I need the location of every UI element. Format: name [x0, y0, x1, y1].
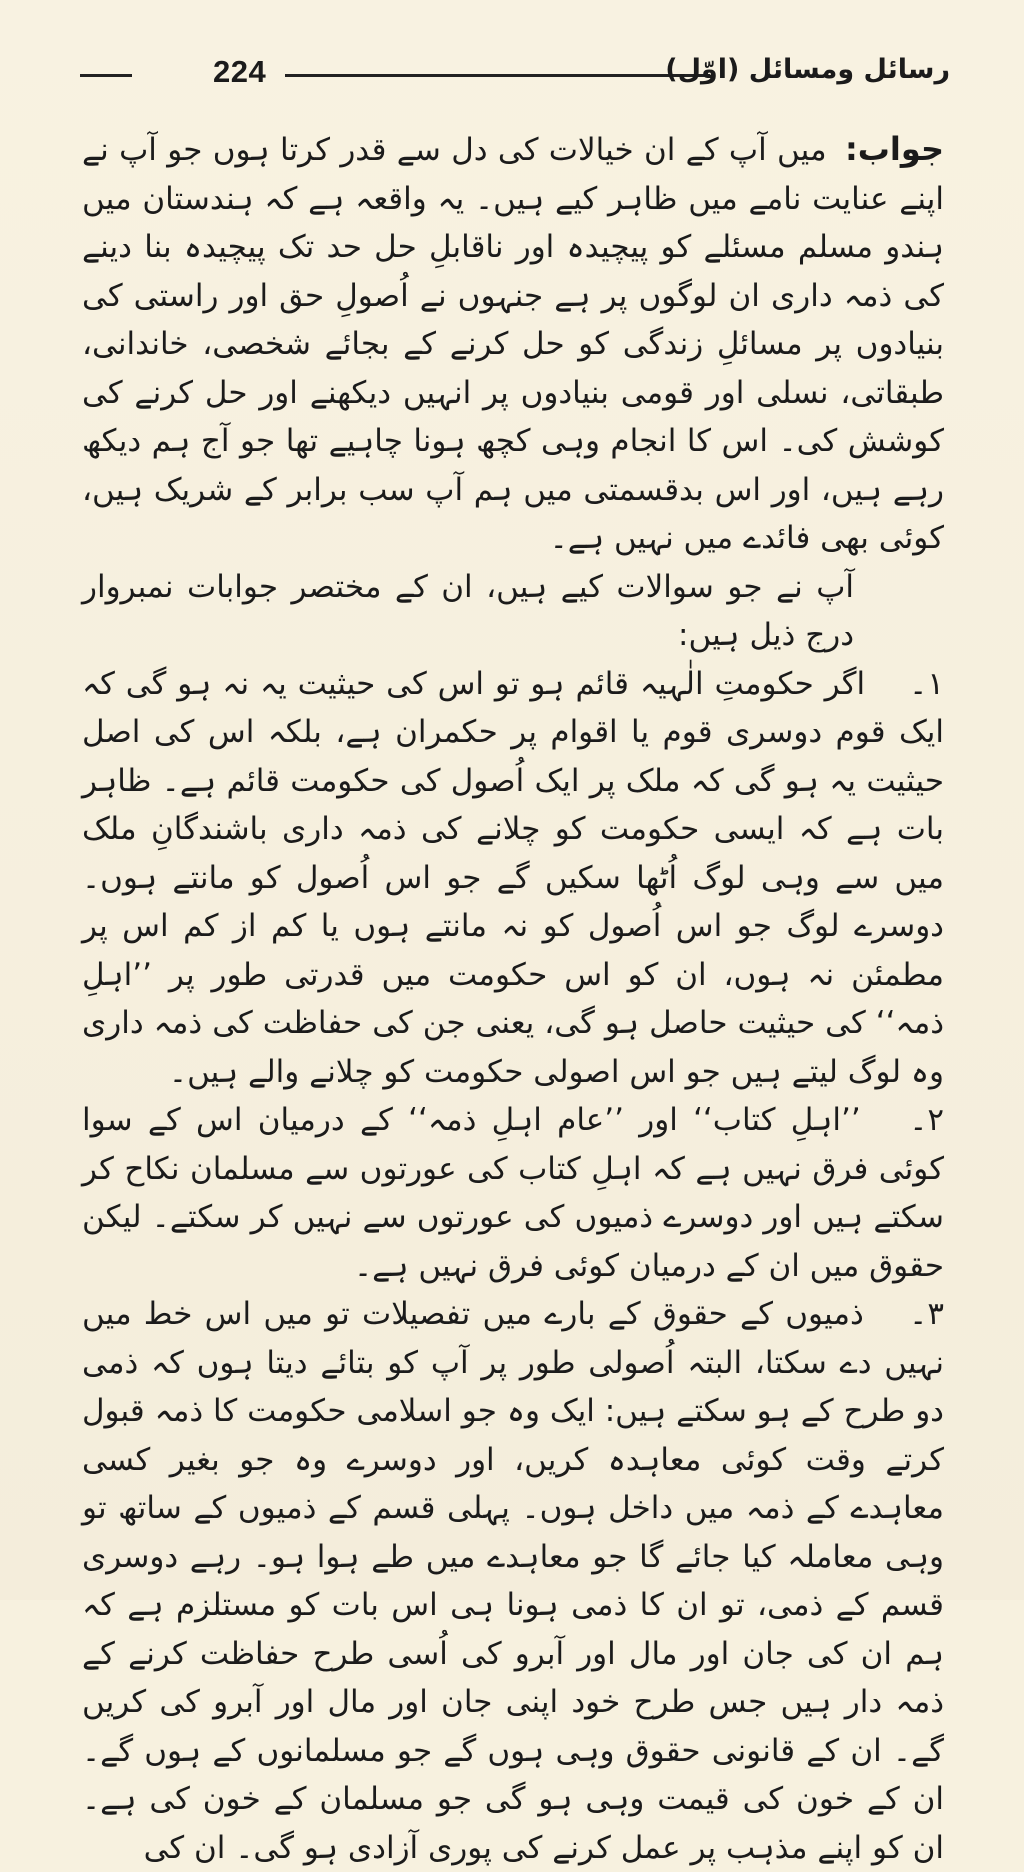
- page-number: 224: [213, 54, 267, 89]
- header-rule-middle: [285, 74, 710, 77]
- list-item-text: ذمیوں کے حقوق کے بارے میں تفصیلات تو میں اس خط میں نہیں دے سکتا، البتہ اُصولی طور پر آپ کو بتائے دیتا ہوں کہ ذمی دو طرح کے ہو سکتے ہیں: ایک وہ جو اسلامی حکومت کا ذمہ قبول کرتے وقت کوئی معاہدہ کریں، اور دوسرے وہ جو بغیر کسی معاہدے کے ذمہ میں داخل ہوں۔ پہلی قسم کے ذمیوں کے ساتھ تو وہی معاملہ کیا جائے گا جو معاہدے میں طے ہوا ہو۔ رہے دوسری قسم کے ذمی، تو ان کا ذمی ہونا ہی اس بات کو مستلزم ہے کہ ہم ان کی جان اور مال اور آبرو کی اُسی طرح حفاظت کرنے کے ذمہ دار ہیں جس طرح خود اپنی جان اور مال اور آبرو کی کریں گے۔ ان کے قانونی حقوق وہی ہوں گے جو مسلمانوں کے ہوں گے۔ ان کے خون کی قیمت وہی ہو گی جو مسلمان کے خون کی ہے۔ ان کو اپنے مذہب پر عمل کرنے کی پوری آزادی ہو گی۔ ان کی: [82, 1296, 944, 1866]
- answer-text: میں آپ کے ان خیالات کی دل سے قدر کرتا ہوں جو آپ نے اپنے عنایت نامے میں ظاہر کیے ہیں۔ یہ واقعہ ہے کہ ہندستان میں ہندو مسلم مسئلے کو پیچیدہ اور ناقابلِ حل حد تک پیچیدہ بنا دینے کی ذمہ داری ان لوگوں پر ہے جنہوں نے اُصولِ حق اور راستی کی بنیادوں پر مسائلِ زندگی کو حل کرنے کے بجائے شخصی، خاندانی، طبقاتی، نسلی اور قومی بنیادوں پر انہیں دیکھنے اور حل کرنے کی کوشش کی۔ اس کا انجام وہی کچھ ہونا چاہیے تھا جو آج ہم دیکھ رہے ہیں، اور اس بدقسمتی میں ہم آپ سب برابر کے شریک ہیں، کوئی بھی فائدے میں نہیں ہے۔: [82, 132, 944, 556]
- page-header: [80, 54, 950, 90]
- list-item-3: [82, 1290, 944, 1872]
- page-body: [82, 125, 944, 1872]
- list-item-number: ۳۔: [909, 1296, 944, 1332]
- list-item-text: ’’اہلِ کتاب‘‘ اور ’’عام اہلِ ذمہ‘‘ کے درمیان اس کے سوا کوئی فرق نہیں ہے کہ اہلِ کتاب کی عورتوں سے مسلمان نکاح کر سکتے ہیں اور دوسرے ذمیوں کی عورتوں سے نہیں کر سکتے۔ لیکن حقوق میں ان کے درمیان کوئی فرق نہیں ہے۔: [82, 1102, 944, 1284]
- answer-label: جواب:: [844, 130, 944, 168]
- list-item-number: ۱۔: [909, 665, 944, 702]
- list-item-number: ۲۔: [909, 1102, 945, 1138]
- header-rule-left: [80, 74, 132, 77]
- list-item-1: [82, 660, 944, 1097]
- answer-paragraph: [82, 125, 944, 563]
- list-item-2: [82, 1096, 944, 1290]
- running-title: رسائل ومسائل (اوّل): [665, 54, 950, 85]
- list-item-text: اگر حکومتِ الٰہیہ قائم ہو تو اس کی حیثیت یہ نہ ہو گی کہ ایک قوم دوسری قوم یا اقوام پر حکمران ہے، بلکہ اس کی اصل حیثیت یہ ہو گی کہ ملک پر ایک اُصول کی حکومت قائم ہے۔ ظاہر بات ہے کہ ایسی حکومت کو چلانے کی ذمہ داری باشندگانِ ملک میں سے وہی لوگ اُٹھا سکیں گے جو اس اُصول کو مانتے ہوں۔ دوسرے لوگ جو اس اُصول کو نہ مانتے ہوں یا کم از کم اس پر مطمئن نہ ہوں، ان کو اس حکومت میں قدرتی طور پر ’’اہلِ ذمہ‘‘ کی حیثیت حاصل ہو گی، یعنی جن کی حفاظت کی ذمہ داری وہ لوگ لیتے ہیں جو اس اصولی حکومت کو چلانے والے ہیں۔: [82, 665, 944, 1090]
- intro-line: آپ نے جو سوالات کیے ہیں، ان کے مختصر جوابات نمبروار درج ذیل ہیں:: [82, 568, 854, 653]
